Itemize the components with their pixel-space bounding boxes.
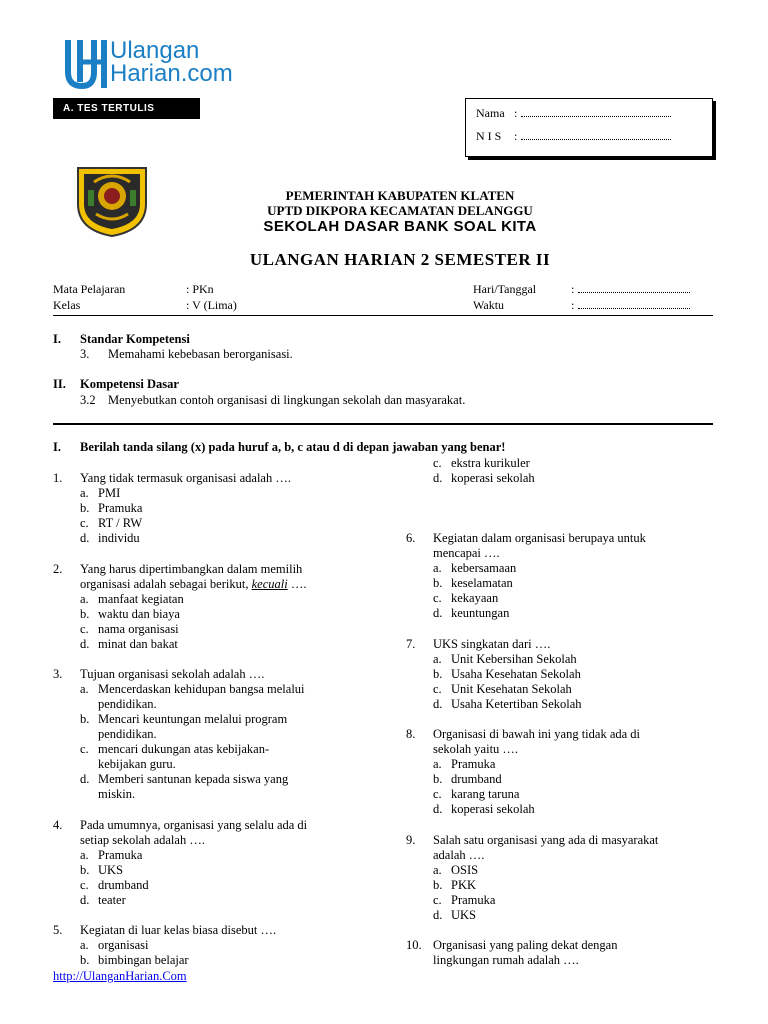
nama-field[interactable] [521,107,671,117]
q3-opt-b-letter[interactable]: b. [80,712,90,726]
q7-opt-b-letter[interactable]: b. [433,667,443,681]
q7-opt-a-letter[interactable]: a. [433,652,442,666]
q8-opt-a: Pramuka [451,757,496,771]
q5-num: 5. [53,923,63,937]
q1-text: Yang tidak termasuk organisasi adalah …. [80,471,291,485]
q6-opt-c: kekayaan [451,591,499,605]
q4-opt-b-letter[interactable]: b. [80,863,90,877]
instruction-text: Berilah tanda silang (x) pada huruf a, b, c atau d di depan jawaban yang benar! [80,440,506,454]
q7-opt-d-letter[interactable]: d. [433,697,443,711]
header-school: SEKOLAH DASAR BANK SOAL KITA [263,218,537,235]
q9-opt-a: OSIS [451,863,479,877]
emblem-icon [74,164,150,238]
kompetensi-item-num: 3.2 [80,393,96,407]
kelas-label: Kelas [53,298,81,312]
q1-opt-c: RT / RW [98,516,143,530]
q3-opt-c-letter[interactable]: c. [80,742,89,756]
q5-opt-d: koperasi sekolah [451,471,535,485]
kelas-value: : V (Lima) [186,298,237,312]
hari-label: Hari/Tanggal [473,282,537,296]
q3-num: 3. [53,667,63,681]
q2-opt-c: nama organisasi [98,622,179,636]
q6-opt-b: keselamatan [451,576,513,590]
q1-num: 1. [53,471,63,485]
logo-text [110,39,233,85]
q4-opt-d-letter[interactable]: d. [80,893,90,907]
q2-kecuali: kecuali [251,577,288,591]
q2-num: 2. [53,562,63,576]
q8-opt-b: drumband [451,772,502,786]
q7-num: 7. [406,637,416,651]
q8-opt-a-letter[interactable]: a. [433,757,442,771]
q9-opt-a-letter[interactable]: a. [433,863,442,877]
q2-opt-d: minat dan bakat [98,637,178,651]
q8-num: 8. [406,727,416,741]
q2-opt-a-letter[interactable]: a. [80,592,89,606]
section-tag: A. TES TERTULIS [53,98,200,119]
divider [53,315,713,316]
q5-text: Kegiatan di luar kelas biasa disebut …. [80,923,277,937]
q3-opt-d-letter[interactable]: d. [80,772,90,786]
q1-opt-c-letter[interactable]: c. [80,516,89,530]
q5-opt-d-letter[interactable]: d. [433,471,443,485]
q3-opt-c-cont: kebijakan guru. [98,757,176,771]
q10-text-line2: lingkungan rumah adalah …. [433,953,579,967]
q6-num: 6. [406,531,416,545]
q3-opt-d-cont: miskin. [98,787,136,801]
q7-opt-a: Unit Kebersihan Sekolah [451,652,577,666]
nis-field[interactable] [521,130,671,140]
q2-text-line2: organisasi adalah sebagai berikut, kecuali …. [80,577,307,591]
standar-num: I. [53,332,61,346]
header-line2: UPTD DIKPORA KECAMATAN DELANGGU [267,203,533,218]
q4-opt-c: drumband [98,878,149,892]
q4-opt-a: Pramuka [98,848,143,862]
q9-opt-b: PKK [451,878,477,892]
mapel-value: : PKn [186,282,214,296]
q6-opt-a: kebersamaan [451,561,517,575]
q1-opt-a-letter[interactable]: a. [80,486,89,500]
standar-heading: Standar Kompetensi [80,332,190,346]
q4-opt-a-letter[interactable]: a. [80,848,89,862]
q1-opt-b-letter[interactable]: b. [80,501,90,515]
q7-opt-c-letter[interactable]: c. [433,682,442,696]
q7-opt-b: Usaha Kesehatan Sekolah [451,667,581,681]
q2-opt-d-letter[interactable]: d. [80,637,90,651]
q6-opt-d-letter[interactable]: d. [433,606,443,620]
standar-item: Memahami kebebasan berorganisasi. [108,347,293,361]
mapel-label: Mata Pelajaran [53,282,126,296]
q4-text-line2: setiap sekolah adalah …. [80,833,205,847]
q4-opt-d: teater [98,893,126,907]
q6-text-line1: Kegiatan dalam organisasi berupaya untuk [433,531,646,545]
nama-row: Nama : [476,106,671,121]
q6-opt-b-letter[interactable]: b. [433,576,443,590]
q3-text: Tujuan organisasi sekolah adalah …. [80,667,265,681]
q9-opt-b-letter[interactable]: b. [433,878,443,892]
q8-opt-b-letter[interactable]: b. [433,772,443,786]
waktu-label: Waktu [473,298,505,312]
q4-opt-c-letter[interactable]: c. [80,878,89,892]
q6-opt-c-letter[interactable]: c. [433,591,442,605]
q3-opt-c: mencari dukungan atas kebijakan- [98,742,270,756]
q8-text-line1: Organisasi di bawah ini yang tidak ada di [433,727,641,741]
q3-opt-b: Mencari keuntungan melalui program [98,712,288,726]
kompetensi-item: Menyebutkan contoh organisasi di lingkungan sekolah dan masyarakat. [108,393,466,407]
q9-text-line2: adalah …. [433,848,485,862]
q7-text: UKS singkatan dari …. [433,637,551,651]
kompetensi-heading: Kompetensi Dasar [80,377,179,391]
q9-opt-c: Pramuka [451,893,496,907]
q9-opt-c-letter[interactable]: c. [433,893,442,907]
q9-num: 9. [406,833,416,847]
q1-opt-a: PMI [98,486,121,500]
q2-opt-b-letter[interactable]: b. [80,607,90,621]
q2-opt-c-letter[interactable]: c. [80,622,89,636]
q4-text-line1: Pada umumnya, organisasi yang selalu ada di [80,818,308,832]
q4-num: 4. [53,818,63,832]
q10-num: 10. [406,938,422,952]
q8-text-line2: sekolah yaitu …. [433,742,519,756]
q5-opt-b: bimbingan belajar [98,953,189,967]
q9-text-line1: Salah satu organisasi yang ada di masyarakat [433,833,659,847]
logo-mark-icon [64,38,108,90]
instruction-num: I. [53,440,61,454]
hari-field[interactable]: : [571,282,690,297]
q6-opt-a-letter[interactable]: a. [433,561,442,575]
nis-row: N I S : [476,129,671,144]
q8-opt-c-letter[interactable]: c. [433,787,442,801]
logo-line1: Ulangan [110,37,200,64]
q1-opt-b: Pramuka [98,501,143,515]
q3-opt-a: Mencerdaskan kehidupan bangsa melalui [98,682,305,696]
kompetensi-num: II. [53,377,66,391]
q3-opt-a-cont: pendidikan. [98,697,157,711]
divider-thick [53,423,713,425]
q5-opt-c: ekstra kurikuler [451,456,530,470]
q1-opt-d: individu [98,531,140,545]
q9-opt-d: UKS [451,908,477,922]
q2-opt-a: manfaat kegiatan [98,592,184,606]
school-emblem [74,164,150,238]
exam-title: ULANGAN HARIAN 2 SEMESTER II [249,250,551,269]
q7-opt-c: Unit Kesehatan Sekolah [451,682,572,696]
q1-opt-d-letter[interactable]: d. [80,531,90,545]
q5-opt-b-letter[interactable]: b. [80,953,90,967]
nama-label: Nama [476,106,505,120]
footer-link[interactable]: http://UlanganHarian.Com [53,969,187,983]
q9-opt-d-letter[interactable]: d. [433,908,443,922]
q2-text-line1: Yang harus dipertimbangkan dalam memilih [80,562,303,576]
q3-opt-a-letter[interactable]: a. [80,682,89,696]
site-logo [64,38,294,90]
identity-box [465,98,713,157]
q6-opt-d: keuntungan [451,606,510,620]
q5-opt-a-letter[interactable]: a. [80,938,89,952]
logo-line2: Harian.com [110,60,233,87]
q3-opt-d: Memberi santunan kepada siswa yang [98,772,289,786]
q8-opt-d: koperasi sekolah [451,802,535,816]
q5-opt-c-letter[interactable]: c. [433,456,442,470]
header-line1: PEMERINTAH KABUPATEN KLATEN [285,188,515,203]
q8-opt-c: karang taruna [451,787,520,801]
q5-opt-a: organisasi [98,938,149,952]
q10-text-line1: Organisasi yang paling dekat dengan [433,938,618,952]
q2-opt-b: waktu dan biaya [98,607,180,621]
q4-opt-b: UKS [98,863,124,877]
q7-opt-d: Usaha Ketertiban Sekolah [451,697,582,711]
q6-text-line2: mencapai …. [433,546,500,560]
standar-item-num: 3. [80,347,90,361]
q3-opt-b-cont: pendidikan. [98,727,157,741]
nis-label: N I S [476,129,502,143]
waktu-field[interactable]: : [571,298,690,313]
q8-opt-d-letter[interactable]: d. [433,802,443,816]
